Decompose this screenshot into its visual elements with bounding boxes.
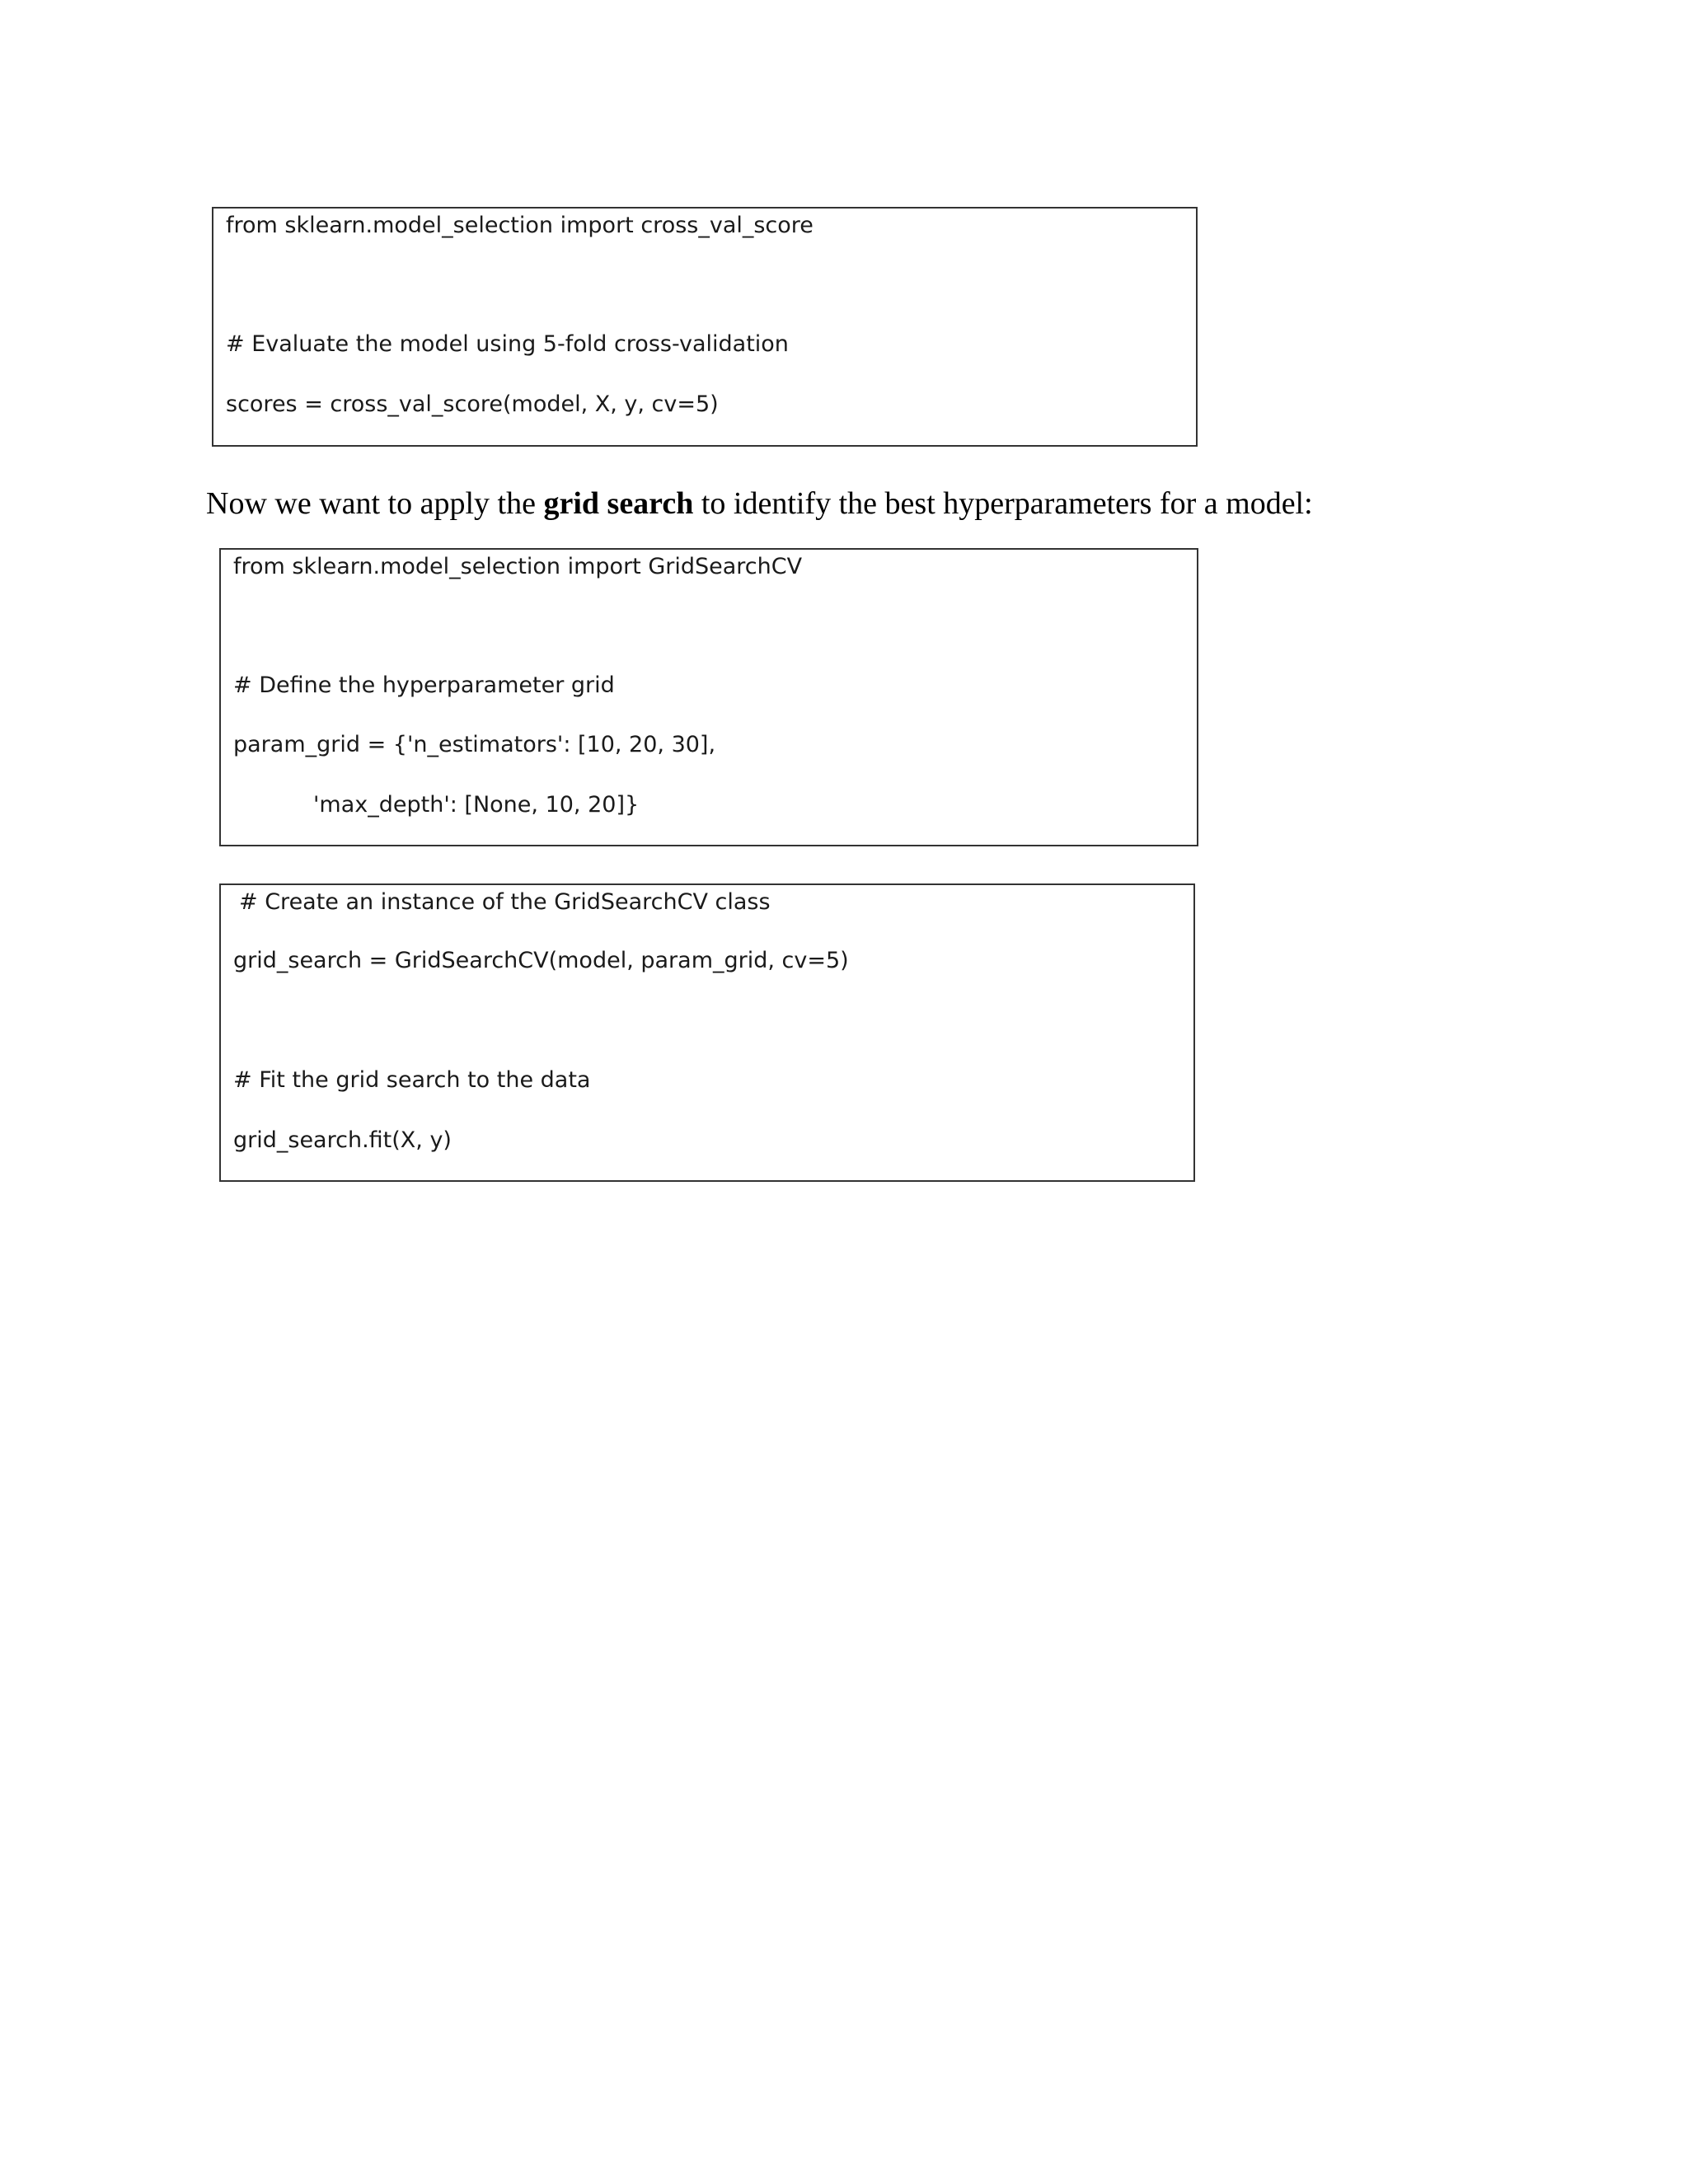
code-line-import-gridsearch: from sklearn.model_selection import GridSearchCV <box>233 554 803 579</box>
code-line-fit: grid_search.fit(X, y) <box>233 1127 452 1153</box>
paragraph-text-before: Now we want to apply the <box>206 486 544 521</box>
code-line-grid-search-init: grid_search = GridSearchCV(model, param_grid, cv=5) <box>233 948 849 973</box>
code-line-comment-create-instance: # Create an instance of the GridSearchCV class <box>239 889 771 915</box>
code-line-param-grid: param_grid = {'n_estimators': [10, 20, 30], <box>233 732 716 757</box>
paragraph-bold-term: grid search <box>543 486 694 521</box>
code-line-comment-fit: # Fit the grid search to the data <box>233 1067 591 1093</box>
code-line-comment-define-grid: # Define the hyperparameter grid <box>233 673 615 698</box>
code-line-import-cross-val: from sklearn.model_selection import cross_val_score <box>226 213 814 238</box>
paragraph-grid-search-intro <box>206 484 1313 523</box>
paragraph-text-after: to identify the best hyperparameters for a model: <box>693 486 1313 521</box>
code-block-cross-val <box>212 207 1198 447</box>
code-line-max-depth: 'max_depth': [None, 10, 20]} <box>313 792 640 818</box>
code-line-comment-evaluate: # Evaluate the model using 5-fold cross-validation <box>226 331 789 357</box>
code-line-scores: scores = cross_val_score(model, X, y, cv=5) <box>226 391 719 417</box>
code-block-grid-search-fit <box>219 883 1195 1182</box>
code-block-param-grid <box>219 548 1198 846</box>
